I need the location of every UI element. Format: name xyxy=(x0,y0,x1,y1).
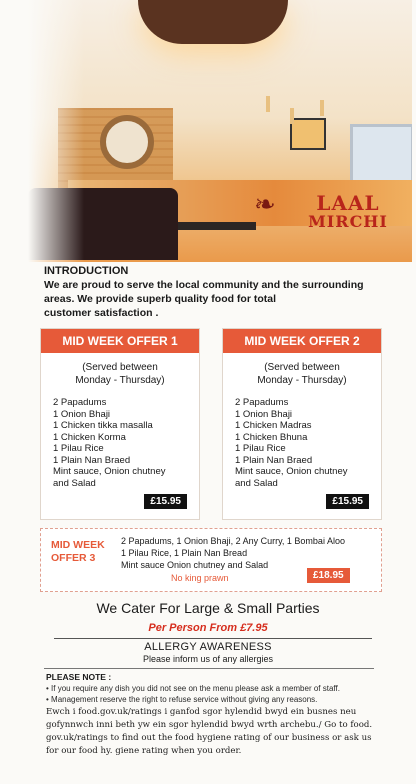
offer-card-1 xyxy=(40,328,200,520)
offer-price: £15.95 xyxy=(144,494,187,509)
offer-title: MID WEEK OFFER 1 xyxy=(41,329,199,353)
offer3-note: No king prawn xyxy=(171,573,229,583)
offer-item: 1 Chicken Bhuna xyxy=(235,431,308,443)
hygiene-rating-notice: Ewch i food.gov.uk/ratings i ganfod sgor hylendid bwyd ein busnes neu gofynnwch inni beth yw ein sgor hylendid bwyd wrth archebu./ Go to food. gov.uk/ratings to find out the food hygiene rating of our business or ask us for our food hy. giene rating when you order. xyxy=(46,707,373,756)
coffee-table xyxy=(178,222,256,230)
allergy-subtitle: Please inform us of any allergies xyxy=(142,654,274,664)
offer3-label: MID WEEK OFFER 3 xyxy=(51,539,105,564)
offer-item: 1 Chicken tikka masalla xyxy=(53,420,153,431)
allergy-title: ALLERGY AWARENESS xyxy=(144,641,272,653)
offer-item: 1 Chicken Korma xyxy=(53,431,126,443)
brand-line2: MIRCHI xyxy=(308,212,388,231)
offer-title: MID WEEK OFFER 2 xyxy=(223,329,381,353)
pendant-lamp xyxy=(320,100,324,116)
notes-heading: PLEASE NOTE : xyxy=(46,672,112,682)
offer-item: and Salad xyxy=(53,477,96,489)
offer-price: £15.95 xyxy=(326,494,369,509)
offer-item: 1 Chicken Madras xyxy=(235,420,312,431)
per-person-price: Per Person From £7.95 xyxy=(148,622,268,634)
pendant-lamp xyxy=(290,108,294,124)
brand-line1: LAAL xyxy=(316,191,380,215)
catering-heading: We Cater For Large & Small Parties xyxy=(96,600,320,616)
offer-card-3 xyxy=(40,528,382,592)
divider xyxy=(54,638,372,639)
offer-price: £18.95 xyxy=(307,568,350,583)
ceiling-light xyxy=(138,0,288,44)
offer-items xyxy=(235,397,381,489)
offer-served: (Served between Monday - Thursday) xyxy=(257,362,347,386)
offer-item: 1 Pilau Rice xyxy=(53,443,104,454)
pendant-lamp xyxy=(266,96,270,112)
intro-line: customer satisfaction . xyxy=(44,307,159,319)
note-line: • Management reserve the right to refuse service without giving any reasons. xyxy=(46,695,318,704)
offer-served: (Served between Monday - Thursday) xyxy=(75,362,165,386)
offer-item: 1 Plain Nan Braed xyxy=(235,454,313,466)
offer-card-2 xyxy=(222,328,382,520)
offer-item: 1 Onion Bhaji xyxy=(235,408,293,420)
sunburst-mirror xyxy=(100,115,154,169)
offer3-items: 2 Papadums, 1 Onion Bhaji, 2 Any Curry, 1 Bombai Aloo 1 Pilau Rice, 1 Plain Nan Bread Mint sauce Onion chutney and Salad xyxy=(121,536,345,570)
introduction xyxy=(44,264,394,320)
chili-swirl-icon: ❧ xyxy=(254,189,276,219)
offer-item: 1 Pilau Rice xyxy=(235,443,286,454)
wall-picture xyxy=(290,118,326,150)
brand-logo xyxy=(254,185,398,245)
offer-item: 2 Papadums xyxy=(53,397,107,408)
intro-line: areas. We provide superb quality food for total xyxy=(44,293,277,305)
offer-item: 1 Onion Bhaji xyxy=(53,408,111,420)
divider xyxy=(44,668,374,669)
offer-item: Mint sauce, Onion chutney xyxy=(53,466,166,477)
offer-item: and Salad xyxy=(235,477,278,489)
intro-heading: INTRODUCTION xyxy=(44,265,129,277)
note-line: • If you require any dish you did not see on the menu please ask a member of staff. xyxy=(46,684,340,693)
offer-items xyxy=(53,397,199,489)
offer-item: Mint sauce, Onion chutney xyxy=(235,466,348,477)
offer-item: 2 Papadums xyxy=(235,397,289,408)
intro-line: We are proud to serve the local community and the surrounding xyxy=(44,279,364,291)
offer-item: 1 Plain Nan Braed xyxy=(53,454,131,466)
